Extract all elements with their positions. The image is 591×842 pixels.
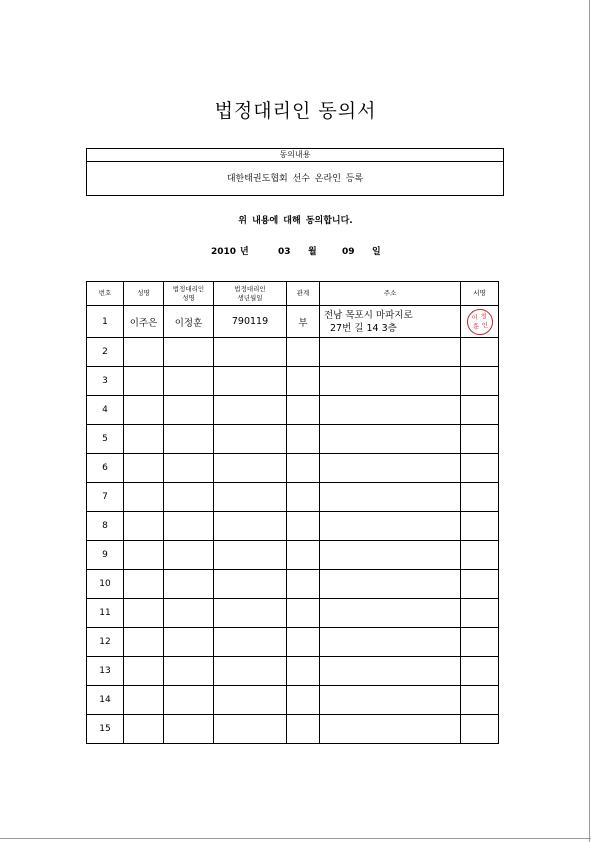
empty-cell (214, 454, 287, 483)
seal-char: 정 (479, 311, 487, 321)
date-year-unit: 년 (240, 247, 249, 257)
empty-cell (124, 454, 164, 483)
empty-cell (214, 425, 287, 454)
empty-cell (164, 512, 214, 541)
row-address (320, 306, 461, 338)
empty-cell (461, 367, 499, 396)
empty-cell (287, 454, 320, 483)
empty-cell (287, 599, 320, 628)
empty-cell (124, 396, 164, 425)
empty-cell (164, 628, 214, 657)
table-row (87, 541, 499, 570)
empty-cell (320, 541, 461, 570)
empty-cell (164, 367, 214, 396)
date-day-unit: 일 (372, 247, 381, 257)
empty-cell (287, 396, 320, 425)
table-row (87, 570, 499, 599)
agreement-statement: 위 내용에 대해 동의합니다. (238, 216, 353, 226)
empty-cell (320, 483, 461, 512)
empty-cell (461, 715, 499, 744)
row-number: 4 (87, 396, 124, 425)
empty-cell (164, 657, 214, 686)
empty-cell (287, 425, 320, 454)
signature-seal (465, 307, 494, 336)
empty-cell (124, 425, 164, 454)
empty-cell (124, 338, 164, 367)
empty-cell (214, 599, 287, 628)
date-month-unit: 월 (308, 247, 317, 257)
empty-cell (214, 367, 287, 396)
seal-char: 이 (470, 312, 479, 322)
empty-cell (461, 686, 499, 715)
header-guardian-birth (214, 282, 287, 306)
table-row (87, 686, 499, 715)
row-number: 3 (87, 367, 124, 396)
empty-cell (461, 599, 499, 628)
date-year: 2010 (211, 247, 237, 257)
header-signature: 서명 (461, 282, 499, 306)
empty-cell (320, 628, 461, 657)
table-row (87, 306, 499, 338)
consent-box (86, 148, 504, 196)
row-number: 2 (87, 338, 124, 367)
row-address-line2: 27번 길 14 3층 (330, 322, 397, 334)
empty-cell (320, 599, 461, 628)
empty-cell (214, 541, 287, 570)
row-guardian-name: 이정훈 (164, 306, 214, 338)
empty-cell (461, 338, 499, 367)
row-number: 9 (87, 541, 124, 570)
consent-header: 동의내용 (87, 149, 503, 162)
empty-cell (214, 396, 287, 425)
header-number: 번호 (87, 282, 124, 306)
empty-cell (320, 512, 461, 541)
document-title: 법정대리인 동의서 (214, 100, 377, 122)
row-guardian-birth: 790119 (214, 306, 287, 338)
empty-cell (320, 686, 461, 715)
row-name: 이주은 (124, 306, 164, 338)
empty-cell (287, 483, 320, 512)
page-edge-right (589, 0, 590, 842)
seal-char: 인 (480, 320, 489, 330)
header-guardian-name-line2: 성명 (182, 293, 195, 302)
guardian-table (86, 281, 499, 744)
table-row (87, 367, 499, 396)
consent-body: 대한태권도협회 선수 온라인 등록 (226, 174, 364, 184)
table-row (87, 483, 499, 512)
header-name: 성명 (124, 282, 164, 306)
empty-cell (287, 512, 320, 541)
empty-cell (461, 396, 499, 425)
row-number: 5 (87, 425, 124, 454)
empty-cell (164, 454, 214, 483)
empty-cell (214, 570, 287, 599)
row-number: 13 (87, 657, 124, 686)
empty-cell (214, 628, 287, 657)
table-row (87, 657, 499, 686)
empty-cell (164, 715, 214, 744)
empty-cell (164, 570, 214, 599)
empty-cell (124, 715, 164, 744)
empty-cell (287, 367, 320, 396)
header-guardian-name-line1: 법정대리인 (172, 284, 205, 293)
header-guardian-name (164, 282, 214, 306)
table-row (87, 338, 499, 367)
empty-cell (124, 512, 164, 541)
empty-cell (287, 570, 320, 599)
row-number: 15 (87, 715, 124, 744)
header-address: 주소 (320, 282, 461, 306)
date-day: 09 (342, 247, 355, 257)
header-guardian-birth-line2: 생년월일 (237, 293, 263, 302)
empty-cell (461, 483, 499, 512)
empty-cell (124, 483, 164, 512)
empty-cell (214, 483, 287, 512)
table-row (87, 396, 499, 425)
page-edge-bottom (0, 838, 591, 839)
empty-cell (320, 338, 461, 367)
empty-cell (461, 454, 499, 483)
empty-cell (287, 657, 320, 686)
row-number: 7 (87, 483, 124, 512)
empty-cell (214, 715, 287, 744)
empty-cell (124, 657, 164, 686)
table-row (87, 715, 499, 744)
empty-cell (287, 541, 320, 570)
empty-cell (124, 628, 164, 657)
empty-cell (164, 396, 214, 425)
empty-cell (124, 570, 164, 599)
empty-cell (461, 425, 499, 454)
row-number: 10 (87, 570, 124, 599)
empty-cell (214, 686, 287, 715)
row-number: 14 (87, 686, 124, 715)
table-row (87, 512, 499, 541)
header-guardian-birth-line1: 법정대리인 (234, 284, 266, 293)
row-number: 1 (87, 306, 124, 338)
row-number: 11 (87, 599, 124, 628)
empty-cell (164, 483, 214, 512)
empty-cell (287, 338, 320, 367)
empty-cell (320, 425, 461, 454)
empty-cell (287, 715, 320, 744)
empty-cell (287, 686, 320, 715)
empty-cell (124, 599, 164, 628)
empty-cell (320, 715, 461, 744)
empty-cell (214, 512, 287, 541)
empty-cell (320, 657, 461, 686)
empty-cell (164, 425, 214, 454)
seal-char: 훈 (471, 321, 480, 331)
table-row (87, 454, 499, 483)
empty-cell (320, 396, 461, 425)
empty-cell (461, 657, 499, 686)
empty-cell (461, 628, 499, 657)
table-header-row (87, 282, 499, 306)
empty-cell (124, 686, 164, 715)
table-row (87, 425, 499, 454)
empty-cell (214, 657, 287, 686)
empty-cell (164, 541, 214, 570)
row-address-line1: 전남 목포시 마파지로 (324, 309, 413, 321)
empty-cell (461, 512, 499, 541)
empty-cell (214, 338, 287, 367)
row-number: 8 (87, 512, 124, 541)
row-number: 6 (87, 454, 124, 483)
row-signature (461, 306, 499, 338)
empty-cell (287, 628, 320, 657)
empty-cell (124, 541, 164, 570)
empty-cell (461, 570, 499, 599)
date-month: 03 (278, 247, 291, 257)
table-row (87, 599, 499, 628)
empty-cell (320, 367, 461, 396)
empty-cell (164, 338, 214, 367)
empty-cell (164, 686, 214, 715)
empty-cell (124, 367, 164, 396)
row-number: 12 (87, 628, 124, 657)
empty-cell (461, 541, 499, 570)
header-relation: 관계 (287, 282, 320, 306)
empty-cell (164, 599, 214, 628)
empty-cell (320, 454, 461, 483)
table-row (87, 628, 499, 657)
row-relation: 부 (287, 306, 320, 338)
empty-cell (320, 570, 461, 599)
